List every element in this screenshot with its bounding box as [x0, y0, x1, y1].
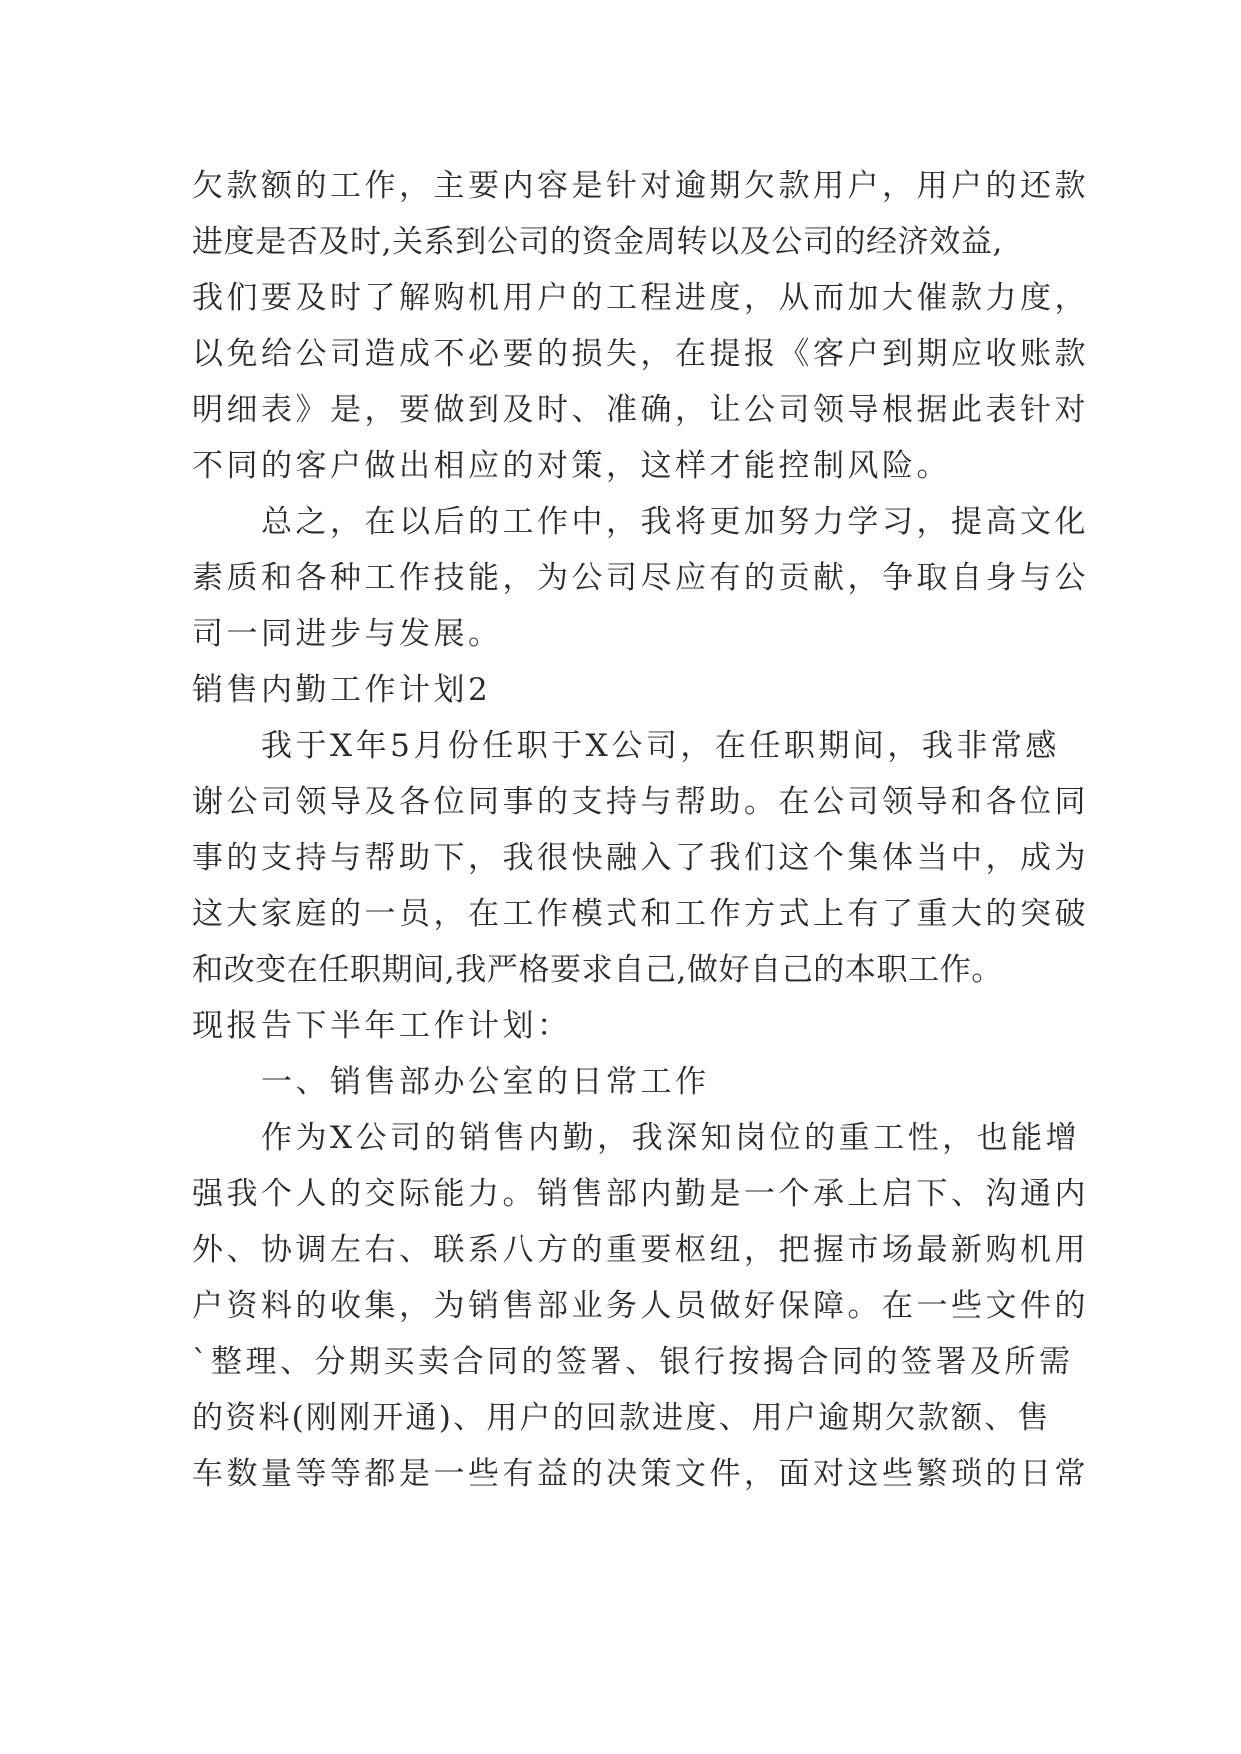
text-line-1: 欠款额的工作，主要内容是针对逾期欠款用户，用户的还款 — [192, 168, 1089, 204]
text-line-14: 这大家庭的一员，在工作模式和工作方式上有了重大的突破 — [192, 896, 1089, 932]
text-line-15: 和改变在任职期间,我严格要求自己,做好自己的本职工作。 — [192, 952, 1003, 988]
text-line-3: 我们要及时了解购机用户的工程进度，从而加大催款力度， — [192, 280, 1089, 316]
section-heading: 销售内勤工作计划2 — [192, 672, 492, 708]
text-line-16: 现报告下半年工作计划： — [192, 1008, 572, 1044]
body-text — [192, 158, 1089, 1502]
text-line-6: 不同的客户做出相应的对策，这样才能控制风险。 — [192, 448, 951, 484]
text-line-21: 户资料的收集，为销售部业务人员做好保障。在一些文件的 — [192, 1288, 1089, 1324]
text-line-22: `整理、分期买卖合同的签署、银行按揭合同的签署及所需 — [192, 1344, 1074, 1380]
text-line-12: 谢公司领导及各位同事的支持与帮助。在公司领导和各位同 — [192, 784, 1089, 820]
subsection-heading: 一、销售部办公室的日常工作 — [192, 1064, 710, 1100]
text-line-7: 总之，在以后的工作中，我将更加努力学习，提高文化 — [192, 504, 1089, 540]
text-line-8: 素质和各种工作技能，为公司尽应有的贡献，争取自身与公 — [192, 560, 1089, 596]
text-line-5: 明细表》是，要做到及时、准确，让公司领导根据此表针对 — [192, 392, 1089, 428]
text-line-24: 车数量等等都是一些有益的决策文件，面对这些繁琐的日常 — [192, 1456, 1089, 1492]
text-line-9: 司一同进步与发展。 — [192, 616, 503, 652]
text-line-4: 以免给公司造成不必要的损失，在提报《客户到期应收账款 — [192, 336, 1089, 372]
text-line-18: 作为X公司的销售内勤，我深知岗位的重工性，也能增 — [192, 1120, 1081, 1156]
text-line-13: 事的支持与帮助下，我很快融入了我们这个集体当中，成为 — [192, 840, 1089, 876]
text-line-19: 强我个人的交际能力。销售部内勤是一个承上启下、沟通内 — [192, 1176, 1089, 1212]
text-line-20: 外、协调左右、联系八方的重要枢纽，把握市场最新购机用 — [192, 1232, 1089, 1268]
text-line-11: 我于X年5月份任职于X公司，在任职期间，我非常感 — [192, 728, 1060, 764]
text-line-23: 的资料(刚刚开通)、用户的回款进度、用户逾期欠款额、售 — [192, 1400, 1051, 1436]
text-line-2: 进度是否及时,关系到公司的资金周转以及公司的经济效益, — [192, 224, 1003, 260]
